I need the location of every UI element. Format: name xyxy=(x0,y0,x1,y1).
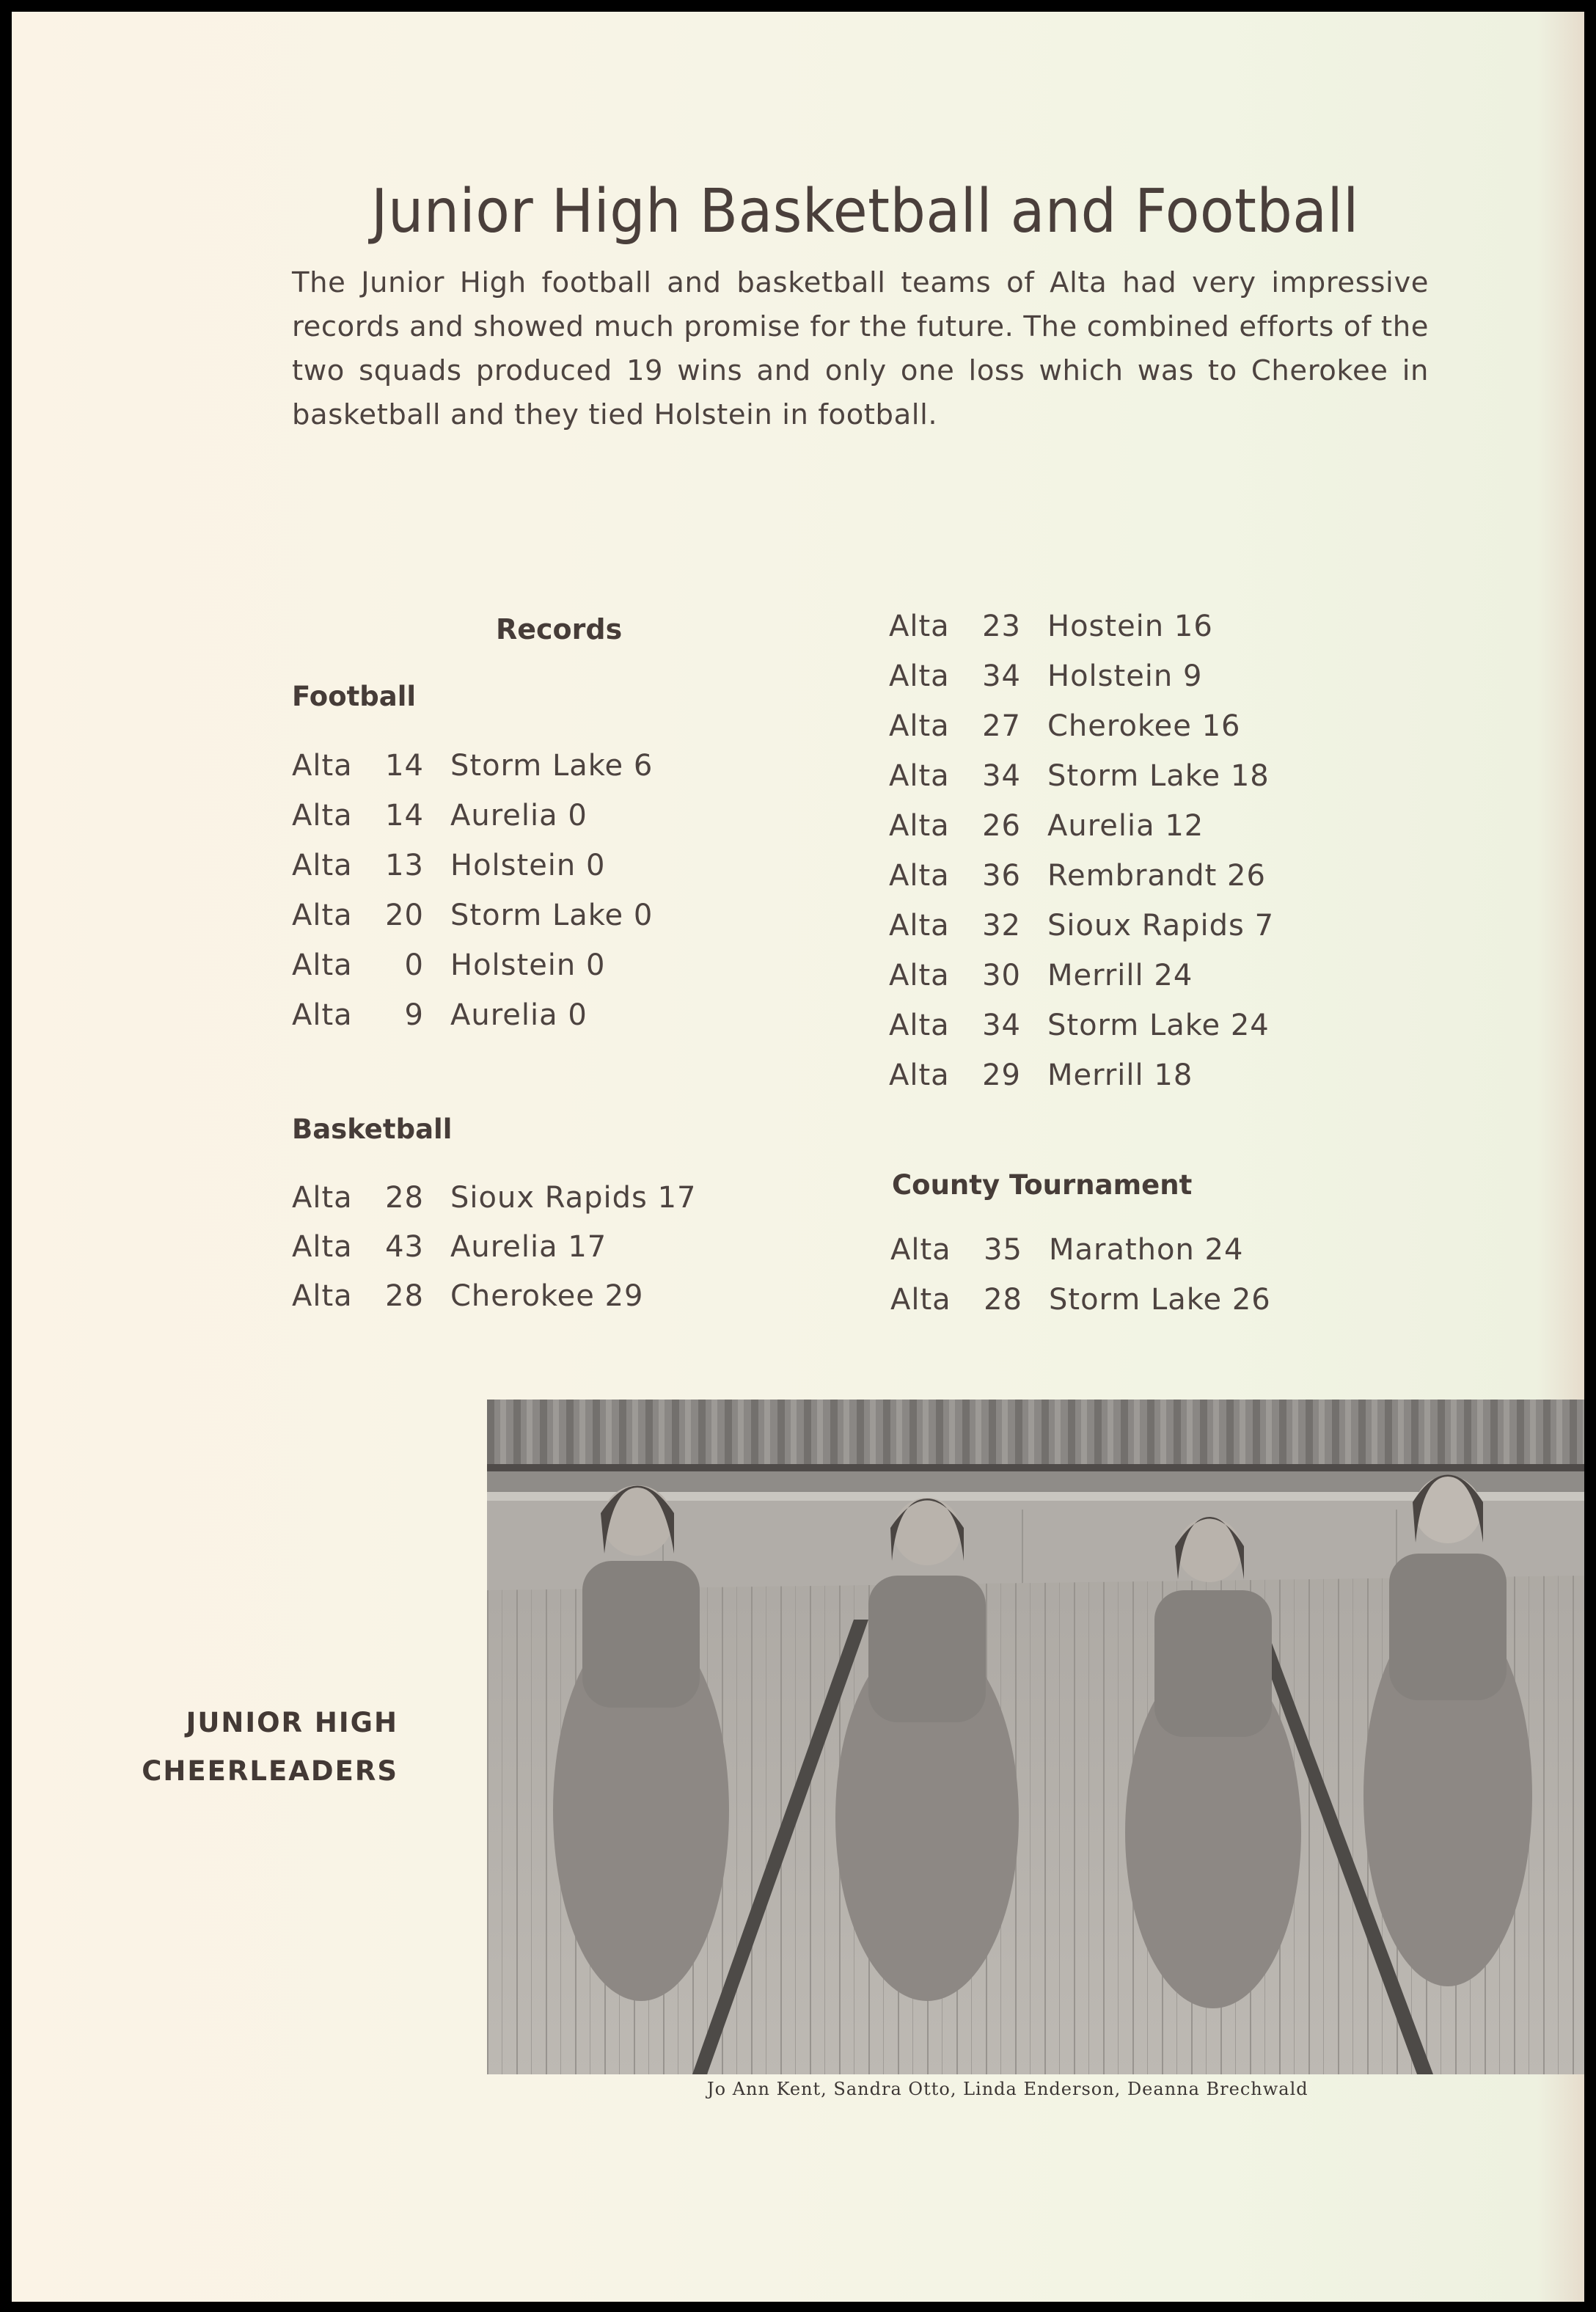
team-name: Alta xyxy=(889,959,950,992)
opponent-result: Rembrandt 26 xyxy=(1047,859,1266,893)
team-score: 34 xyxy=(982,1009,1021,1042)
game-result xyxy=(889,1009,1270,1042)
team-score: 9 xyxy=(404,998,424,1032)
opponent-result: Cherokee 29 xyxy=(450,1279,644,1313)
opponent-result: Merrill 18 xyxy=(1047,1058,1193,1092)
cheerleaders-photo-image xyxy=(487,1400,1584,2074)
county-tournament-heading: County Tournament xyxy=(892,1169,1193,1201)
game-result xyxy=(890,1233,1243,1267)
team-score: 23 xyxy=(982,610,1021,643)
game-result xyxy=(292,799,587,833)
team-score: 29 xyxy=(982,1058,1021,1092)
game-result xyxy=(889,859,1266,893)
cheerleaders-label-line2: CHEERLEADERS xyxy=(142,1755,398,1787)
game-result xyxy=(889,909,1274,943)
cheerleaders-label xyxy=(138,1699,398,1796)
team-name: Alta xyxy=(889,1009,950,1042)
opponent-result: Storm Lake 26 xyxy=(1049,1283,1271,1317)
game-result xyxy=(889,1058,1193,1092)
game-result xyxy=(292,1230,607,1264)
team-name: Alta xyxy=(292,799,353,833)
page-title: Junior High Basketball and Football xyxy=(371,177,1359,246)
team-score: 36 xyxy=(982,859,1021,893)
team-name: Alta xyxy=(889,859,950,893)
team-name: Alta xyxy=(292,849,353,882)
team-score: 0 xyxy=(404,948,424,982)
team-name: Alta xyxy=(292,1230,353,1264)
opponent-result: Cherokee 16 xyxy=(1047,709,1241,743)
team-score: 14 xyxy=(385,799,424,833)
game-result xyxy=(292,998,587,1032)
photo-caption: Jo Ann Kent, Sandra Otto, Linda Enderson, Deanna Brechwald xyxy=(707,2079,1308,2099)
team-score: 30 xyxy=(982,959,1021,992)
opponent-result: Aurelia 17 xyxy=(450,1230,607,1264)
team-name: Alta xyxy=(292,948,353,982)
opponent-result: Sioux Rapids 17 xyxy=(450,1181,697,1215)
opponent-result: Holstein 9 xyxy=(1047,659,1203,693)
team-score: 43 xyxy=(385,1230,424,1264)
team-name: Alta xyxy=(292,1279,353,1313)
team-score: 27 xyxy=(982,709,1021,743)
cheerleaders-label-line1: JUNIOR HIGH xyxy=(186,1707,398,1738)
game-result xyxy=(292,849,605,882)
opponent-result: Aurelia 0 xyxy=(450,799,587,833)
team-score: 32 xyxy=(982,909,1021,943)
opponent-result: Holstein 0 xyxy=(450,948,606,982)
team-name: Alta xyxy=(889,809,950,843)
game-result xyxy=(889,659,1202,693)
opponent-result: Storm Lake 0 xyxy=(450,899,654,932)
team-name: Alta xyxy=(292,899,353,932)
opponent-result: Hostein 16 xyxy=(1047,610,1213,643)
opponent-result: Holstein 0 xyxy=(450,849,606,882)
game-result xyxy=(889,959,1193,992)
team-name: Alta xyxy=(890,1283,951,1317)
game-result xyxy=(889,759,1270,793)
team-score: 14 xyxy=(385,749,424,783)
opponent-result: Storm Lake 24 xyxy=(1047,1009,1270,1042)
intro-paragraph: The Junior High football and basketball teams of Alta had very impressive records and showed much promise for the future. The combined efforts of the two squads produced 19 wins and only one loss which was to Cherokee in basketball and they tied Holstein in football. xyxy=(292,266,1429,431)
game-result xyxy=(292,749,653,783)
team-score: 28 xyxy=(385,1181,424,1215)
team-score: 26 xyxy=(982,809,1021,843)
opponent-result: Sioux Rapids 7 xyxy=(1047,909,1275,943)
team-name: Alta xyxy=(889,1058,950,1092)
team-name: Alta xyxy=(889,659,950,693)
team-name: Alta xyxy=(889,759,950,793)
cheerleaders-photo xyxy=(487,1400,1584,2074)
team-name: Alta xyxy=(890,1233,951,1267)
opponent-result: Storm Lake 6 xyxy=(450,749,654,783)
team-score: 20 xyxy=(385,899,424,932)
game-result xyxy=(889,610,1213,643)
game-result xyxy=(292,948,605,982)
team-name: Alta xyxy=(292,1181,353,1215)
records-heading: Records xyxy=(496,613,623,645)
team-name: Alta xyxy=(889,610,950,643)
team-name: Alta xyxy=(292,749,353,783)
game-result xyxy=(890,1283,1271,1317)
opponent-result: Aurelia 0 xyxy=(450,998,587,1032)
game-result xyxy=(292,899,653,932)
game-result xyxy=(292,1279,644,1313)
team-score: 13 xyxy=(385,849,424,882)
team-name: Alta xyxy=(889,709,950,743)
stage-curtain xyxy=(487,1400,1584,1467)
game-result xyxy=(292,1181,697,1215)
yearbook-page xyxy=(12,12,1584,2302)
team-score: 28 xyxy=(385,1279,424,1313)
team-score: 34 xyxy=(982,759,1021,793)
team-score: 35 xyxy=(984,1233,1022,1267)
team-name: Alta xyxy=(292,998,353,1032)
team-score: 34 xyxy=(982,659,1021,693)
opponent-result: Merrill 24 xyxy=(1047,959,1193,992)
opponent-result: Storm Lake 18 xyxy=(1047,759,1270,793)
opponent-result: Marathon 24 xyxy=(1049,1233,1244,1267)
opponent-result: Aurelia 12 xyxy=(1047,809,1204,843)
team-name: Alta xyxy=(889,909,950,943)
team-score: 28 xyxy=(984,1283,1022,1317)
basketball-heading: Basketball xyxy=(292,1113,453,1145)
game-result xyxy=(889,709,1241,743)
football-heading: Football xyxy=(292,681,417,712)
game-result xyxy=(889,809,1204,843)
